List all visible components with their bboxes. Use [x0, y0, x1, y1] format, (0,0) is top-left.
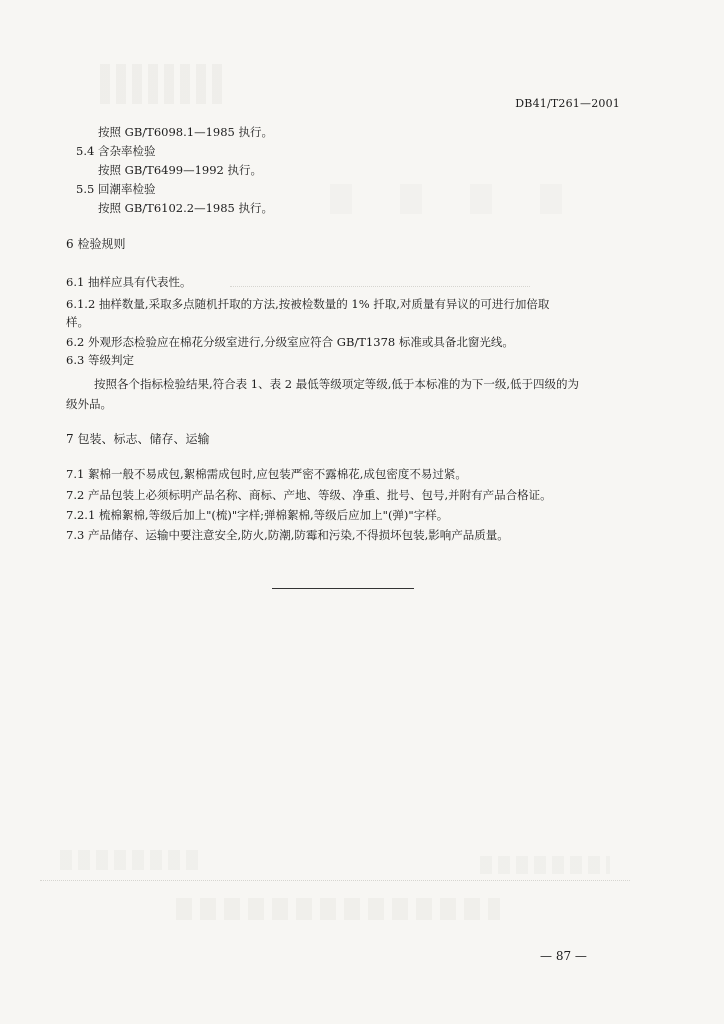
page-number: — 87 — — [540, 949, 587, 963]
section-6-1: 6.1 抽样应具有代表性。 — [66, 275, 192, 289]
scan-artifact-bottom-right — [480, 856, 610, 874]
section-5-3-body: 按照 GB/T6098.1—1985 执行。 — [98, 125, 273, 139]
scan-dotted-line — [230, 286, 530, 287]
section-6-1-2-line2: 样。 — [66, 315, 89, 329]
section-7-3: 7.3 产品储存、运输中要注意安全,防火,防潮,防霉和污染,不得损坏包装,影响产品质量。 — [66, 528, 509, 542]
end-of-standard-rule — [272, 588, 414, 589]
scan-artifact-bottom-left — [60, 850, 200, 870]
section-6-2: 6.2 外观形态检验应在棉花分级室进行,分级室应符合 GB/T1378 标准或具备北窗光线。 — [66, 335, 514, 349]
scan-artifact-top-left — [100, 64, 228, 104]
scan-dotted-line — [40, 880, 630, 881]
section-6-1-2-line1: 6.1.2 抽样数量,采取多点随机扦取的方法,按被检数量的 1% 扦取,对质量有异议的可进行加倍取 — [66, 297, 550, 311]
section-7-heading: 7 包装、标志、储存、运输 — [66, 432, 210, 446]
section-7-2: 7.2 产品包装上必须标明产品名称、商标、产地、等级、净重、批号、包号,并附有产品合格证。 — [66, 488, 552, 502]
section-5-4-body: 按照 GB/T6499—1992 执行。 — [98, 163, 263, 177]
scan-artifact-bottom-center — [176, 898, 500, 920]
section-7-1: 7.1 絮棉一般不易成包,絮棉需成包时,应包装严密不露棉花,成包密度不易过紧。 — [66, 467, 467, 481]
section-5-4-heading: 5.4 含杂率检验 — [76, 144, 156, 158]
section-5-5-heading: 5.5 回潮率检验 — [76, 182, 156, 196]
section-7-2-1: 7.2.1 梳棉絮棉,等级后加上"(梳)"字样;弹棉絮棉,等级后应加上"(弹)"字样。 — [66, 508, 449, 522]
section-6-3-body-line1: 按照各个指标检验结果,符合表 1、表 2 最低等级项定等级,低于本标准的为下一级,低于四级的为 — [94, 377, 580, 391]
section-5-5-body: 按照 GB/T6102.2—1985 执行。 — [98, 201, 273, 215]
section-6-heading: 6 检验规则 — [66, 237, 126, 251]
standard-number: DB41/T261—2001 — [515, 97, 620, 110]
section-6-3-heading: 6.3 等级判定 — [66, 353, 134, 367]
section-6-3-body-line2: 级外品。 — [66, 397, 112, 411]
scan-artifact-right — [330, 184, 610, 214]
